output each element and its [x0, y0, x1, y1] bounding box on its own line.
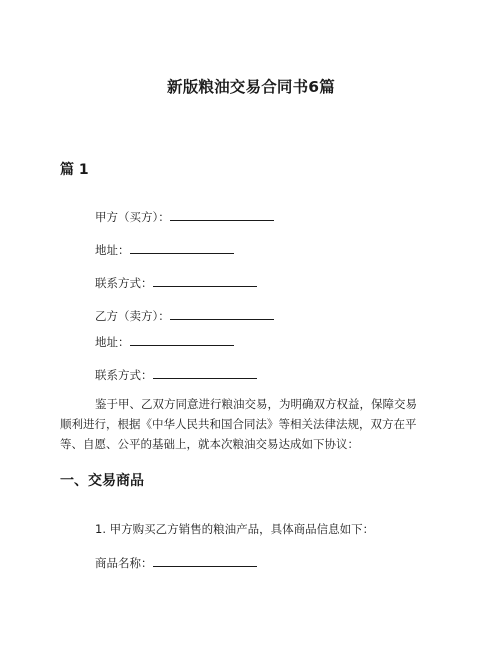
- party-a-blank: [170, 208, 274, 221]
- party-b-address-field: [95, 333, 234, 350]
- preamble-line: 鉴于甲、乙双方同意进行粮油交易，为明确双方权益，保障交易: [95, 397, 417, 411]
- clause-1: 1. 甲方购买乙方销售的粮油产品，具体商品信息如下：: [95, 522, 375, 536]
- party-b-address-label: 地址：: [95, 335, 130, 349]
- party-a-address-blank: [130, 241, 234, 254]
- party-a-contact-blank: [153, 274, 257, 287]
- party-a-label: 甲方（买方）：: [95, 210, 170, 224]
- party-a-address-label: 地址：: [95, 243, 130, 257]
- party-b-address-blank: [130, 333, 234, 346]
- preamble-line: 顺利进行，根据《中华人民共和国合同法》等相关法律法规，双方在平: [60, 417, 417, 431]
- party-a-address-field: [95, 241, 234, 258]
- product-name-field: [95, 554, 257, 571]
- party-b-contact-blank: [153, 366, 257, 379]
- section-heading-1: 一、交易商品: [60, 473, 144, 489]
- document-title: 新版粮油交易合同书6篇: [167, 78, 335, 96]
- part-heading: 篇 1: [60, 162, 89, 178]
- party-b-blank: [170, 307, 274, 320]
- party-a-contact-field: [95, 274, 257, 291]
- party-b-label: 乙方（卖方）：: [95, 309, 170, 323]
- party-b-field: [95, 307, 274, 324]
- preamble-paragraph: [60, 394, 444, 454]
- product-name-blank: [153, 554, 257, 567]
- party-a-contact-label: 联系方式：: [95, 276, 153, 290]
- party-a-field: [95, 208, 274, 225]
- party-b-contact-field: [95, 366, 257, 383]
- preamble-line: 等、自愿、公平的基础上，就本次粮油交易达成如下协议：: [60, 437, 359, 451]
- product-name-label: 商品名称：: [95, 556, 153, 570]
- party-b-contact-label: 联系方式：: [95, 368, 153, 382]
